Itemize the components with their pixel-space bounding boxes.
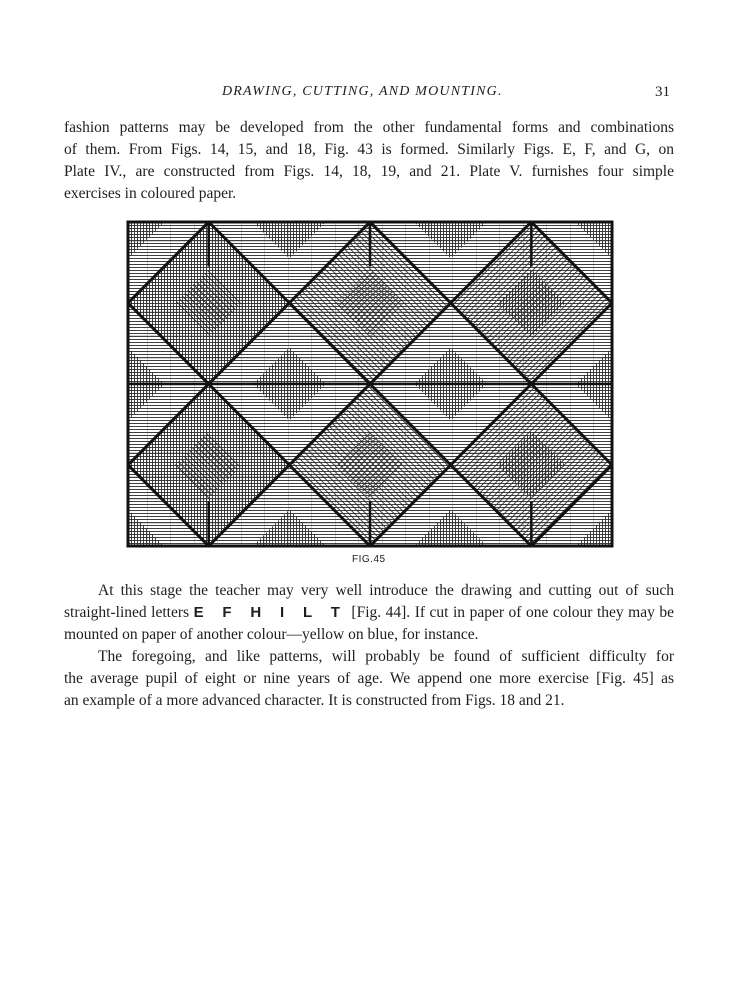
letter-examples: E F H I L T: [193, 604, 347, 621]
running-head: [0, 84, 745, 104]
paragraph-3-line-1: The foregoing, and like patterns, will probably be found of sufficient difficulty for: [98, 648, 674, 665]
page-number: 31: [655, 84, 670, 100]
paragraph-1-line-3: Plate IV., are constructed from Figs. 14, 18, 19, and 21. Plate V. furnishes four simple: [64, 163, 674, 180]
paragraph-2-line-2: [64, 602, 674, 624]
paragraph-1-line-2: of them. From Figs. 14, 15, and 18, Fig. 43 is formed. Similarly Figs. E, F, and G, on: [64, 141, 674, 158]
paragraph-1-line-1: fashion patterns may be developed from the other fundamental forms and combinations: [64, 119, 674, 136]
paragraph-2-line-3: mounted on paper of another colour—yellow on blue, for instance.: [64, 626, 479, 643]
figure-45-pattern: [124, 218, 616, 550]
paragraph-3-line-2: the average pupil of eight or nine years of age. We append one more exercise [Fig. 45] as: [64, 670, 674, 687]
paragraph-3-line-3: an example of a more advanced character. It is constructed from Figs. 18 and 21.: [64, 692, 565, 709]
geometric-pattern-illustration: [124, 218, 616, 550]
paragraph-1: [64, 117, 674, 205]
paragraph-2-line-1: At this stage the teacher may very well introduce the drawing and cutting out of such: [98, 582, 674, 599]
paragraph-1-line-4: exercises in coloured paper.: [64, 185, 237, 202]
paragraph-2: [64, 580, 674, 646]
paragraph-2-line-2-end: [Fig. 44]. If cut in paper of one colour they may be: [351, 604, 675, 621]
running-title: DRAWING, CUTTING, AND MOUNTING.: [222, 84, 503, 99]
paragraph-2-line-2-start: straight-lined letters: [64, 604, 190, 621]
figure-caption: FIG.45: [352, 554, 386, 565]
paragraph-3: [64, 646, 674, 712]
